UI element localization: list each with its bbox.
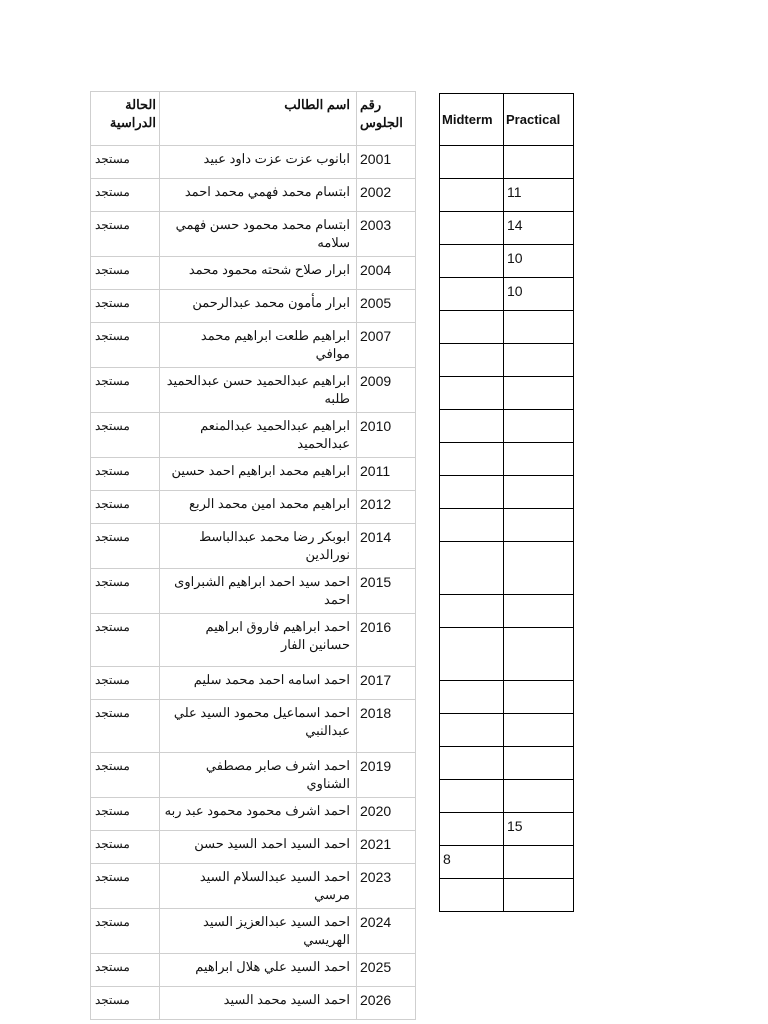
student-status: مستجد: [91, 864, 160, 909]
seat-number: 2017: [357, 667, 416, 700]
student-row: [91, 700, 416, 753]
midterm-cell: [440, 780, 504, 813]
midterm-cell: [440, 410, 504, 443]
student-row: [91, 667, 416, 700]
student-status: مستجد: [91, 323, 160, 368]
student-status: مستجد: [91, 413, 160, 458]
grade-row: [440, 780, 574, 813]
student-status: مستجد: [91, 290, 160, 323]
midterm-cell: [440, 344, 504, 377]
student-status: مستجد: [91, 257, 160, 290]
grade-row: [440, 410, 574, 443]
midterm-cell: [440, 681, 504, 714]
midterm-cell: [440, 509, 504, 542]
grade-row: [440, 245, 574, 278]
grade-row: [440, 714, 574, 747]
student-row: [91, 491, 416, 524]
grade-row: [440, 879, 574, 912]
midterm-cell: [440, 595, 504, 628]
student-status: مستجد: [91, 614, 160, 667]
midterm-cell: [440, 146, 504, 179]
seat-number: 2021: [357, 831, 416, 864]
student-name: احمد السيد محمد السيد: [160, 987, 357, 1020]
student-status: مستجد: [91, 798, 160, 831]
practical-cell: [504, 595, 574, 628]
grade-row: [440, 846, 574, 879]
student-row: [91, 987, 416, 1020]
midterm-cell: [440, 245, 504, 278]
practical-cell: [504, 628, 574, 681]
student-row: [91, 146, 416, 179]
grade-row: [440, 278, 574, 311]
student-status: مستجد: [91, 909, 160, 954]
grade-row: [440, 344, 574, 377]
student-name: ابراهيم محمد امين محمد الربع: [160, 491, 357, 524]
grade-row: [440, 377, 574, 410]
student-name: ابرار صلاح شحته محمود محمد: [160, 257, 357, 290]
seat-number: 2018: [357, 700, 416, 753]
student-row: [91, 257, 416, 290]
student-row: [91, 753, 416, 798]
student-row: [91, 179, 416, 212]
seat-number: 2004: [357, 257, 416, 290]
student-row: [91, 909, 416, 954]
midterm-cell: [440, 714, 504, 747]
midterm-cell: [440, 179, 504, 212]
seat-number: 2012: [357, 491, 416, 524]
seat-number: 2019: [357, 753, 416, 798]
header-status: الحالة الدراسية: [91, 92, 160, 146]
practical-cell: [504, 410, 574, 443]
midterm-cell: [440, 879, 504, 912]
student-status: مستجد: [91, 831, 160, 864]
header-student-name: اسم الطالب: [160, 92, 357, 146]
students-header-row: [91, 92, 416, 146]
practical-cell: [504, 846, 574, 879]
midterm-cell: [440, 476, 504, 509]
student-name: ابانوب عزت عزت داود عبيد: [160, 146, 357, 179]
student-status: مستجد: [91, 491, 160, 524]
grade-row: [440, 443, 574, 476]
practical-cell: 10: [504, 278, 574, 311]
seat-number: 2020: [357, 798, 416, 831]
seat-number: 2003: [357, 212, 416, 257]
practical-cell: [504, 509, 574, 542]
midterm-cell: [440, 628, 504, 681]
student-name: ابراهيم محمد ابراهيم احمد حسين: [160, 458, 357, 491]
header-midterm: Midterm: [440, 94, 504, 146]
student-row: [91, 524, 416, 569]
student-name: احمد السيد احمد السيد حسن: [160, 831, 357, 864]
seat-number: 2023: [357, 864, 416, 909]
student-row: [91, 864, 416, 909]
midterm-cell: [440, 311, 504, 344]
seat-number: 2001: [357, 146, 416, 179]
student-name: ابراهيم عبدالحميد عبدالمنعم عبدالحميد: [160, 413, 357, 458]
student-status: مستجد: [91, 524, 160, 569]
student-name: ابتسام محمد فهمي محمد احمد: [160, 179, 357, 212]
practical-cell: [504, 879, 574, 912]
seat-number: 2009: [357, 368, 416, 413]
grade-row: [440, 509, 574, 542]
student-name: احمد ابراهيم فاروق ابراهيم حسانين الفار: [160, 614, 357, 667]
student-row: [91, 368, 416, 413]
seat-number: 2015: [357, 569, 416, 614]
grade-row: [440, 542, 574, 595]
practical-cell: 15: [504, 813, 574, 846]
grade-row: [440, 595, 574, 628]
student-name: ابوبكر رضا محمد عبدالباسط نورالدين: [160, 524, 357, 569]
practical-cell: [504, 714, 574, 747]
student-row: [91, 413, 416, 458]
student-row: [91, 569, 416, 614]
grades-header-row: [440, 94, 574, 146]
practical-cell: [504, 681, 574, 714]
practical-cell: [504, 747, 574, 780]
seat-number: 2025: [357, 954, 416, 987]
student-name: احمد السيد عبدالسلام السيد مرسي: [160, 864, 357, 909]
header-practical: Practical: [504, 94, 574, 146]
grade-row: [440, 212, 574, 245]
student-status: مستجد: [91, 954, 160, 987]
student-status: مستجد: [91, 179, 160, 212]
practical-cell: [504, 780, 574, 813]
grade-row: [440, 628, 574, 681]
student-name: احمد اسماعيل محمود السيد علي عبدالنبي: [160, 700, 357, 753]
student-status: مستجد: [91, 458, 160, 491]
student-row: [91, 954, 416, 987]
grade-row: [440, 813, 574, 846]
student-row: [91, 831, 416, 864]
seat-number: 2016: [357, 614, 416, 667]
student-name: ابرار مأمون محمد عبدالرحمن: [160, 290, 357, 323]
student-status: مستجد: [91, 667, 160, 700]
midterm-cell: [440, 443, 504, 476]
student-row: [91, 323, 416, 368]
student-row: [91, 614, 416, 667]
student-row: [91, 212, 416, 257]
practical-cell: [504, 443, 574, 476]
midterm-cell: [440, 278, 504, 311]
student-status: مستجد: [91, 987, 160, 1020]
midterm-cell: 8: [440, 846, 504, 879]
grade-row: [440, 747, 574, 780]
student-name: احمد اشرف محمود محمود عبد ربه: [160, 798, 357, 831]
student-status: مستجد: [91, 212, 160, 257]
student-status: مستجد: [91, 146, 160, 179]
grade-row: [440, 311, 574, 344]
student-status: مستجد: [91, 753, 160, 798]
grade-row: [440, 476, 574, 509]
student-name: احمد اشرف صابر مصطفي الشناوي: [160, 753, 357, 798]
midterm-cell: [440, 747, 504, 780]
practical-cell: [504, 377, 574, 410]
midterm-cell: [440, 542, 504, 595]
practical-cell: 10: [504, 245, 574, 278]
practical-cell: [504, 344, 574, 377]
student-name: ابراهيم عبدالحميد حسن عبدالحميد طلبه: [160, 368, 357, 413]
practical-cell: 14: [504, 212, 574, 245]
student-status: مستجد: [91, 368, 160, 413]
student-name: ابتسام محمد محمود حسن فهمي سلامه: [160, 212, 357, 257]
grade-row: [440, 179, 574, 212]
student-name: احمد السيد عبدالعزيز السيد الهريسي: [160, 909, 357, 954]
student-name: ابراهيم طلعت ابراهيم محمد موافي: [160, 323, 357, 368]
student-name: احمد سيد احمد ابراهيم الشبراوى احمد: [160, 569, 357, 614]
student-row: [91, 458, 416, 491]
student-name: احمد اسامه احمد محمد سليم: [160, 667, 357, 700]
seat-number: 2005: [357, 290, 416, 323]
students-table: [90, 91, 416, 1020]
grades-table: [439, 93, 574, 912]
practical-cell: [504, 476, 574, 509]
grade-row: [440, 146, 574, 179]
midterm-cell: [440, 377, 504, 410]
midterm-cell: [440, 813, 504, 846]
seat-number: 2024: [357, 909, 416, 954]
practical-cell: [504, 311, 574, 344]
midterm-cell: [440, 212, 504, 245]
seat-number: 2007: [357, 323, 416, 368]
student-row: [91, 290, 416, 323]
seat-number: 2026: [357, 987, 416, 1020]
grade-row: [440, 681, 574, 714]
practical-cell: [504, 146, 574, 179]
practical-cell: [504, 542, 574, 595]
practical-cell: 11: [504, 179, 574, 212]
student-row: [91, 798, 416, 831]
seat-number: 2011: [357, 458, 416, 491]
seat-number: 2014: [357, 524, 416, 569]
student-name: احمد السيد علي هلال ابراهيم: [160, 954, 357, 987]
student-status: مستجد: [91, 569, 160, 614]
header-seat-number: رقم الجلوس: [357, 92, 416, 146]
seat-number: 2010: [357, 413, 416, 458]
seat-number: 2002: [357, 179, 416, 212]
student-status: مستجد: [91, 700, 160, 753]
